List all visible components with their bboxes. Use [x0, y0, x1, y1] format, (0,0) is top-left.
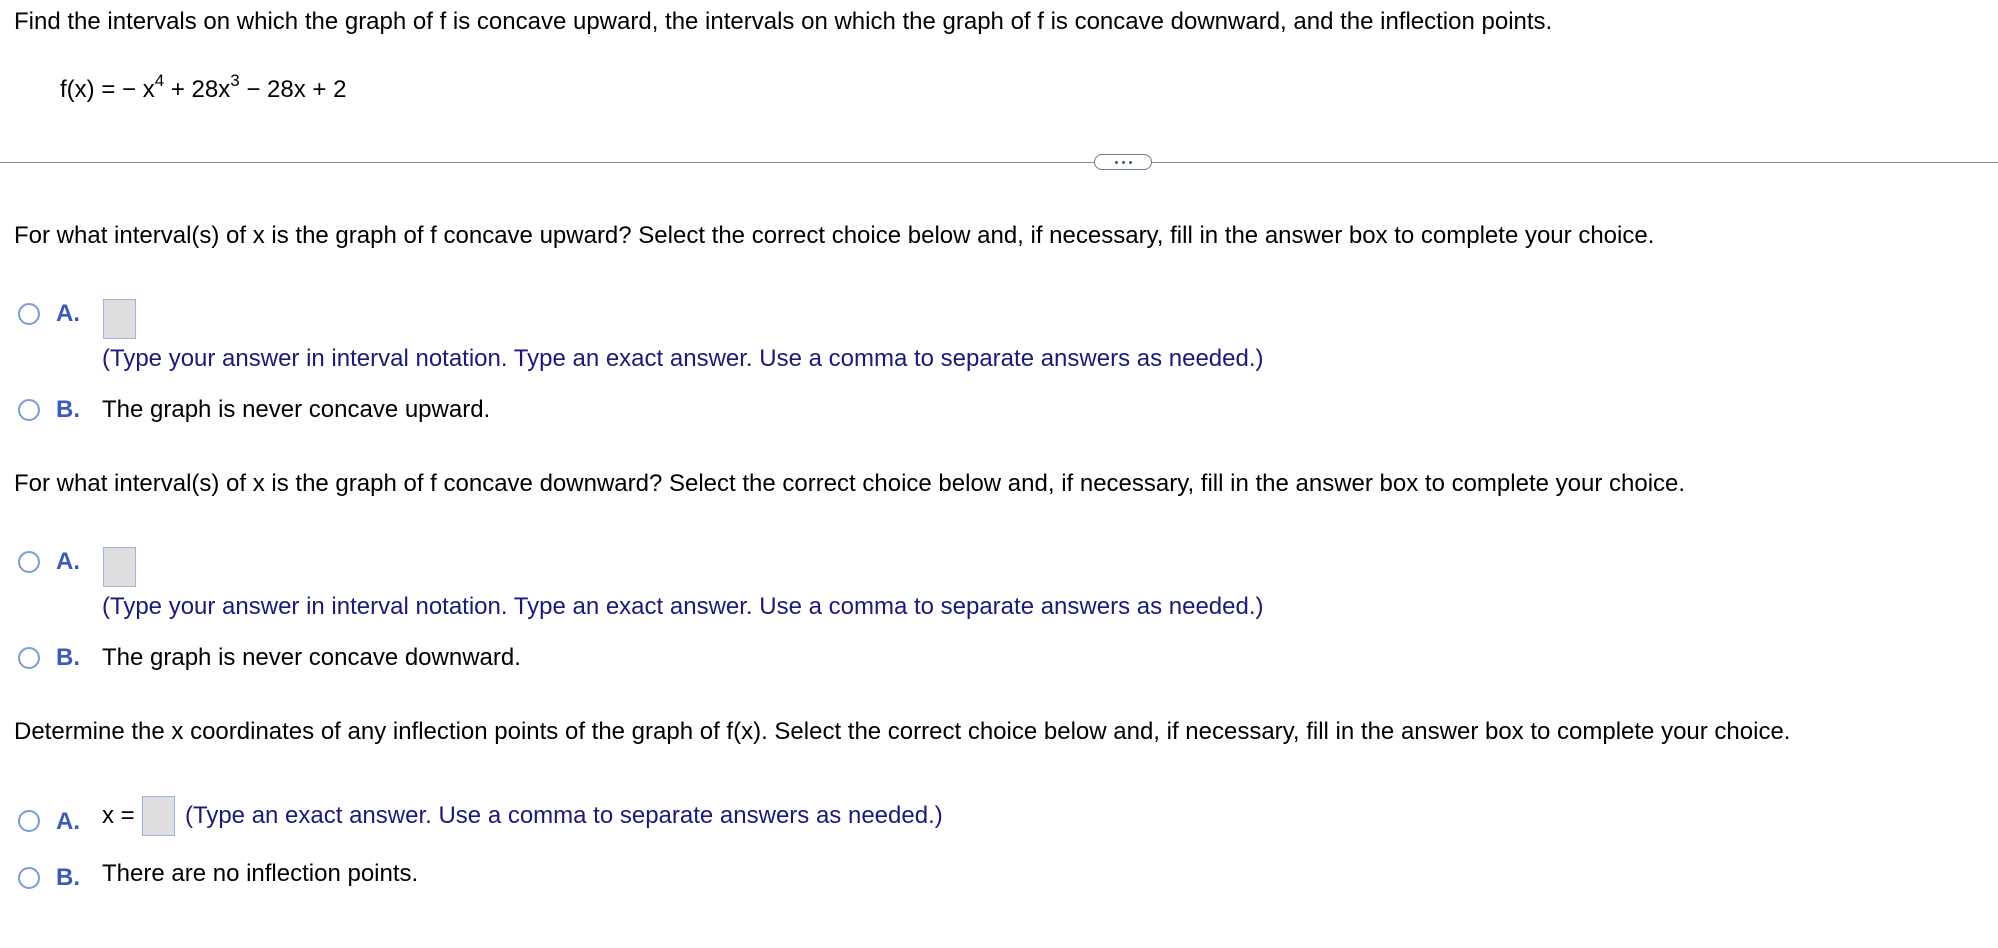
part-2-prompt: For what interval(s) of x is the graph of f concave downward? Select the correct choice below and, if necessary, fill in the answer box to complete your choice. [14, 470, 1686, 497]
part-3-choice-b-text: There are no inflection points. [102, 860, 419, 887]
function-term-1: − x [122, 76, 155, 103]
part-1-choice-b-text: The graph is never concave upward. [102, 396, 491, 423]
function-exponent-1: 4 [154, 71, 165, 90]
part-3-choice-a-hint: (Type an exact answer. Use a comma to separate answers as needed.) [185, 802, 943, 829]
ellipsis-icon [1122, 161, 1125, 164]
part-2-choice-a-radio[interactable] [18, 551, 40, 573]
part-3-prompt: Determine the x coordinates of any inflection points of the graph of f(x). Select the correct choice below and, if necessary, fill in the answer box to complete your choice. [14, 718, 1791, 745]
part-3-choice-a-radio[interactable] [18, 810, 40, 832]
function-term-3: − 28x + 2 [239, 76, 347, 103]
part-2-choice-b-text: The graph is never concave downward. [102, 644, 521, 671]
part-1-answer-input[interactable] [103, 299, 136, 339]
function-exponent-2: 3 [230, 71, 240, 90]
part-1-choice-a-radio[interactable] [18, 303, 40, 325]
part-3-choice-b-letter: B. [56, 864, 80, 891]
part-3-choice-b-radio[interactable] [18, 867, 40, 889]
ellipsis-icon [1115, 161, 1118, 164]
part-3-choice-a-prefix: x = [102, 802, 135, 829]
part-3-answer-input[interactable] [142, 796, 175, 836]
part-1-choice-a-hint: (Type your answer in interval notation. Type an exact answer. Use a comma to separate answers as needed.) [102, 345, 1264, 372]
function-term-2: + 28x [164, 76, 231, 103]
part-1-choice-b-radio[interactable] [18, 399, 40, 421]
part-2-choice-a-letter: A. [56, 548, 80, 575]
section-divider [0, 162, 1998, 163]
part-1-choice-a-letter: A. [56, 300, 80, 327]
part-1-choice-b-letter: B. [56, 396, 80, 423]
expand-button[interactable] [1094, 154, 1152, 170]
part-3-choice-a-letter: A. [56, 808, 80, 835]
part-2-choice-b-letter: B. [56, 644, 80, 671]
part-2-choice-a-hint: (Type your answer in interval notation. Type an exact answer. Use a comma to separate answers as needed.) [102, 593, 1264, 620]
question-instruction: Find the intervals on which the graph of f is concave upward, the intervals on which the graph of f is concave downward, and the inflection points. [14, 8, 1553, 35]
part-2-choice-b-radio[interactable] [18, 647, 40, 669]
function-lhs: f(x) = [60, 76, 123, 103]
part-1-prompt: For what interval(s) of x is the graph of f concave upward? Select the correct choice below and, if necessary, fill in the answer box to complete your choice. [14, 222, 1655, 249]
function-definition [60, 71, 347, 104]
ellipsis-icon [1129, 161, 1132, 164]
part-2-answer-input[interactable] [103, 547, 136, 587]
